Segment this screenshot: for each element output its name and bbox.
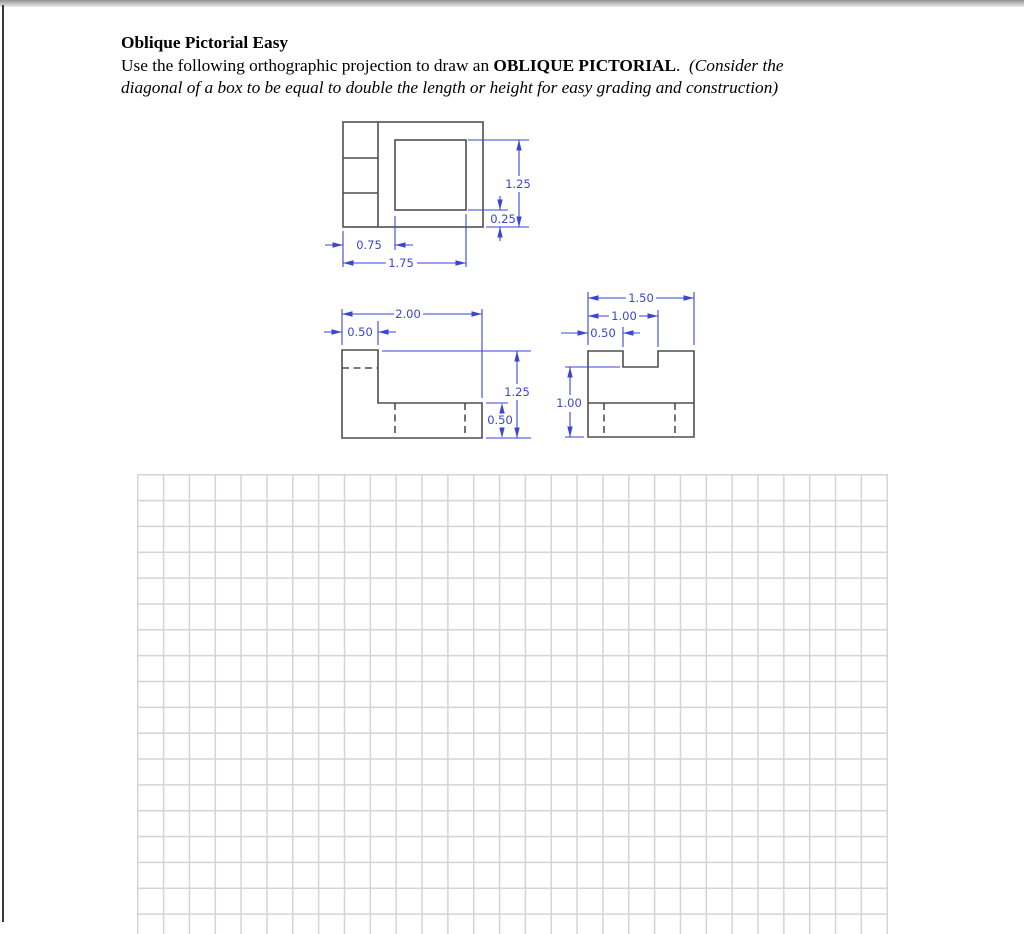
top-view-dim-inner-height: 1.25 bbox=[505, 177, 531, 191]
top-view-dimensions bbox=[325, 140, 531, 270]
instruction-italic-1: (Consider the bbox=[689, 55, 784, 75]
grid-paper bbox=[137, 474, 888, 934]
front-view-outline bbox=[342, 350, 482, 438]
instruction-italic-2: diagonal of a box to be equal to double the length or height for easy grading and construction) bbox=[121, 78, 779, 97]
front-view-dim-height: 1.25 bbox=[504, 385, 530, 399]
top-view-square-hole bbox=[395, 140, 466, 210]
top-view-dim-bottom-offset: 0.25 bbox=[490, 212, 516, 226]
side-view-dim-width: 1.50 bbox=[628, 291, 654, 305]
instruction-separator: . bbox=[676, 55, 690, 75]
side-view-dimensions bbox=[556, 291, 694, 437]
instruction-lead: Use the following orthographic projection to draw an bbox=[121, 55, 494, 75]
instruction-emphasis: OBLIQUE PICTORIAL bbox=[493, 55, 677, 75]
front-view-dim-base-height: 0.50 bbox=[487, 413, 513, 427]
page-title: Oblique Pictorial Easy bbox=[121, 33, 289, 52]
front-view-dim-width: 2.00 bbox=[395, 307, 421, 321]
top-view-dim-width: 1.75 bbox=[388, 256, 414, 270]
top-view-outline bbox=[343, 122, 483, 227]
top-view bbox=[325, 122, 531, 270]
side-view-dim-notch-left: 0.50 bbox=[590, 326, 616, 340]
front-view bbox=[324, 307, 531, 438]
top-view-dim-left-width: 0.75 bbox=[356, 238, 382, 252]
front-view-dim-col-width: 0.50 bbox=[347, 325, 373, 339]
side-view-dim-lower-height: 1.00 bbox=[556, 396, 582, 410]
side-view-dim-notch-right: 1.00 bbox=[611, 309, 637, 323]
side-view-outline bbox=[588, 351, 694, 437]
side-view bbox=[556, 291, 694, 437]
front-view-dimensions bbox=[324, 307, 531, 438]
